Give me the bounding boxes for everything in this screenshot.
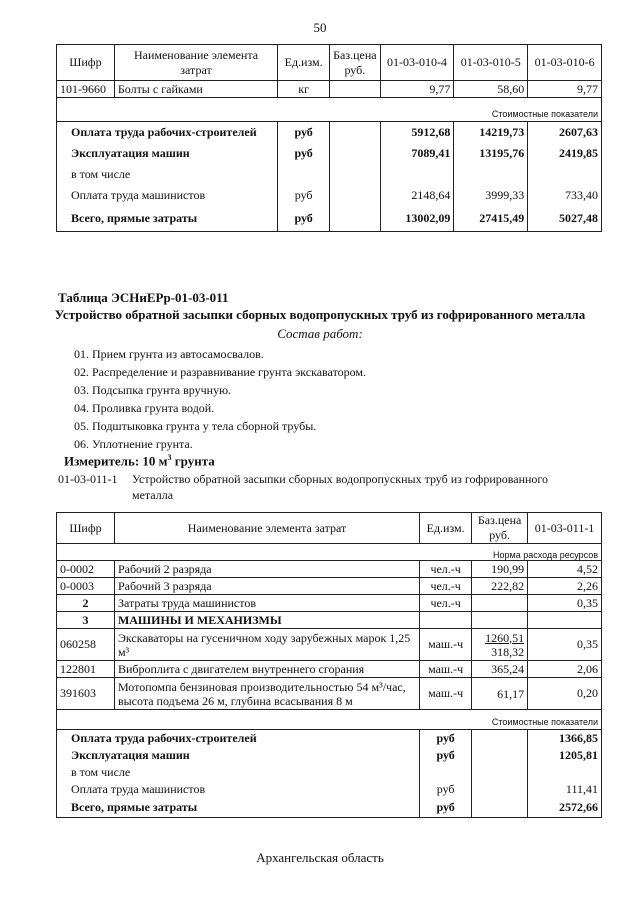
price: 61,17 — [497, 686, 525, 701]
table-cell: 0-0003 — [57, 578, 115, 595]
table-cell: 2 — [57, 595, 115, 612]
header-cell: Наименование элемента затрат — [114, 45, 277, 81]
header-cell: 01-03-010-4 — [380, 45, 454, 81]
table-cell: 0,20 — [528, 678, 602, 710]
cost-empty — [330, 164, 380, 185]
table-cell: 0,35 — [528, 629, 602, 661]
table-row — [57, 595, 602, 612]
work-item: 04. Проливка грунта водой. — [74, 401, 215, 415]
table-cell: Экскаваторы на гусеничном ходу зарубежных марок 1,25 м³ — [114, 629, 419, 661]
cost-value: 1205,81 — [528, 747, 602, 764]
cost-unit: руб — [278, 206, 330, 232]
table-cell — [472, 595, 528, 612]
table-cell: чел.-ч — [420, 561, 472, 578]
cost-row — [57, 747, 602, 764]
cost-name: Всего, прямые затраты — [57, 206, 278, 232]
work-item: 03. Подсыпка грунта вручную. — [74, 383, 232, 397]
section-label: Стоимостные показатели — [57, 98, 602, 122]
table-cell — [472, 678, 528, 710]
header-cell: Наименование элемента затрат — [114, 513, 419, 544]
table-row — [57, 678, 602, 710]
norm-label: Норма расхода ресурсов — [57, 544, 602, 561]
cost-unit — [420, 764, 472, 781]
table-row — [57, 578, 602, 595]
header-cell: 01-03-011-1 — [528, 513, 602, 544]
work-item: 05. Подштыковка грунта у тела сборной трубы. — [74, 419, 317, 433]
footer-region: Архангельская область — [256, 850, 384, 865]
works-title: Состав работ: — [277, 326, 363, 341]
table-cell — [472, 578, 528, 595]
cost-unit: руб — [420, 747, 472, 764]
cost-unit: руб — [420, 798, 472, 818]
cost-row — [57, 730, 602, 747]
table-cell: маш.-ч — [420, 678, 472, 710]
cost-value: 14219,73 — [454, 122, 528, 143]
price: 1260,51 — [485, 630, 525, 645]
header-row — [57, 513, 602, 544]
header-cell: Ед.изм. — [278, 45, 330, 81]
cost-unit — [278, 164, 330, 185]
table-cell: 101-9660 — [57, 81, 115, 98]
cost-value: 2419,85 — [528, 143, 602, 164]
table-row — [57, 629, 602, 661]
cost-row — [57, 143, 602, 164]
cost-value: 111,41 — [528, 781, 602, 798]
item-desc-1: Устройство обратной засыпки сборных водопропускных труб из гофрированного — [132, 472, 549, 486]
table-cell — [472, 629, 528, 661]
table-row — [57, 612, 602, 629]
cost-value: 1366,85 — [528, 730, 602, 747]
cost-unit: руб — [420, 781, 472, 798]
table-cell: 391603 — [57, 678, 115, 710]
header-cell: 01-03-010-5 — [454, 45, 528, 81]
price-2: 318,32 — [491, 644, 525, 659]
header-cell: Баз.цена руб. — [472, 513, 528, 544]
price: 190,99 — [491, 562, 525, 576]
header-cell: 01-03-010-6 — [528, 45, 602, 81]
table-cell: 0-0002 — [57, 561, 115, 578]
table-cell: 58,60 — [454, 81, 528, 98]
table-cell — [330, 81, 380, 98]
price: 222,82 — [491, 579, 525, 593]
work-item: 06. Уплотнение грунта. — [74, 437, 193, 451]
table-cell: 0,35 — [528, 595, 602, 612]
cost-empty — [330, 122, 380, 143]
table-row — [57, 81, 602, 98]
section-row — [57, 710, 602, 730]
cost-value: 3999,33 — [454, 185, 528, 206]
table-cell: МАШИНЫ И МЕХАНИЗМЫ — [114, 612, 419, 629]
header-row — [57, 45, 602, 81]
cost-value — [528, 764, 602, 781]
table-cell — [420, 612, 472, 629]
cost-name: Оплата труда рабочих-строителей — [57, 730, 420, 747]
work-item: 02. Распределение и разравнивание грунта экскаватором. — [74, 365, 367, 379]
table-cell: 122801 — [57, 661, 115, 678]
item-desc-2: металла — [132, 488, 174, 502]
table-cell — [528, 612, 602, 629]
table-cell: 3 — [57, 612, 115, 629]
cost-value: 2572,66 — [528, 798, 602, 818]
cost-empty — [472, 747, 528, 764]
table-cell: Рабочий 3 разряда — [114, 578, 419, 595]
cost-row — [57, 764, 602, 781]
table-cell: маш.-ч — [420, 629, 472, 661]
cost-value: 27415,49 — [454, 206, 528, 232]
cost-name: Оплата труда машинистов — [57, 185, 278, 206]
work-item: 01. Прием грунта из автосамосвалов. — [74, 347, 264, 361]
header-cell: Ед.изм. — [420, 513, 472, 544]
table-cell: Болты с гайками — [114, 81, 277, 98]
cost-unit: руб — [278, 185, 330, 206]
table-cell: 4,52 — [528, 561, 602, 578]
item-code: 01-03-011-1 — [58, 472, 118, 486]
cost-value: 5912,68 — [380, 122, 454, 143]
cost-name: в том числе — [57, 764, 420, 781]
header-cell: Шифр — [57, 513, 115, 544]
cost-row — [57, 122, 602, 143]
cost-value: 13195,76 — [454, 143, 528, 164]
cost-value: 7089,41 — [380, 143, 454, 164]
cost-name: Эксплуатация машин — [57, 747, 420, 764]
table-cell: Рабочий 2 разряда — [114, 561, 419, 578]
table-cell: чел.-ч — [420, 578, 472, 595]
cost-empty — [472, 798, 528, 818]
cost-empty — [330, 143, 380, 164]
cost-empty — [330, 206, 380, 232]
cost-row — [57, 164, 602, 185]
table-cell: Мотопомпа бензиновая производительностью 54 м³/час, высота подъема 26 м, глубина всасывания 8 м — [114, 678, 419, 710]
table-cell: 2,06 — [528, 661, 602, 678]
cost-name: Всего, прямые затраты — [57, 798, 420, 818]
cost-value — [454, 164, 528, 185]
table-cell: 9,77 — [380, 81, 454, 98]
table-row — [57, 661, 602, 678]
resource-table-1 — [56, 44, 602, 232]
table-cell: кг — [278, 81, 330, 98]
resource-table-2 — [56, 512, 602, 818]
cost-value: 5027,48 — [528, 206, 602, 232]
cost-name: Оплата труда машинистов — [57, 781, 420, 798]
cost-row — [57, 798, 602, 818]
cost-empty — [330, 185, 380, 206]
cost-value: 2148,64 — [380, 185, 454, 206]
table-cell — [472, 561, 528, 578]
header-cell: Шифр — [57, 45, 115, 81]
table-cell: чел.-ч — [420, 595, 472, 612]
cost-value: 733,40 — [528, 185, 602, 206]
cost-empty — [472, 764, 528, 781]
measure: Измеритель: 10 $м^3$ грунта — [64, 453, 215, 469]
cost-empty — [472, 730, 528, 747]
cost-name: в том числе — [57, 164, 278, 185]
cost-empty — [472, 781, 528, 798]
cost-name: Оплата труда рабочих-строителей — [57, 122, 278, 143]
table-cell: 9,77 — [528, 81, 602, 98]
cost-value — [380, 164, 454, 185]
page-number: 50 — [313, 20, 327, 35]
table-title: Таблица ЭСНиЕРр-01-03-011 — [58, 290, 229, 305]
table-cell — [472, 612, 528, 629]
table-cell: Виброплита с двигателем внутреннего сгорания — [114, 661, 419, 678]
cost-row — [57, 206, 602, 232]
table-cell: 060258 — [57, 629, 115, 661]
section-heading: Устройство обратной засыпки сборных водопропускных труб из гофрированного металла — [54, 307, 586, 322]
cost-row — [57, 185, 602, 206]
cost-row — [57, 781, 602, 798]
table-cell — [472, 661, 528, 678]
table-cell: 2,26 — [528, 578, 602, 595]
section-row — [57, 98, 602, 122]
table-cell: маш.-ч — [420, 661, 472, 678]
cost-unit: руб — [278, 143, 330, 164]
table-cell: Затраты труда машинистов — [114, 595, 419, 612]
cost-value: 13002,09 — [380, 206, 454, 232]
norm-row — [57, 544, 602, 561]
price: 365,24 — [491, 662, 525, 676]
cost-name: Эксплуатация машин — [57, 143, 278, 164]
cost-value: 2607,63 — [528, 122, 602, 143]
cost-unit: руб — [420, 730, 472, 747]
cost-value — [528, 164, 602, 185]
section-label: Стоимостные показатели — [57, 710, 602, 730]
header-cell: Баз.цена руб. — [330, 45, 380, 81]
cost-unit: руб — [278, 122, 330, 143]
table-row — [57, 561, 602, 578]
